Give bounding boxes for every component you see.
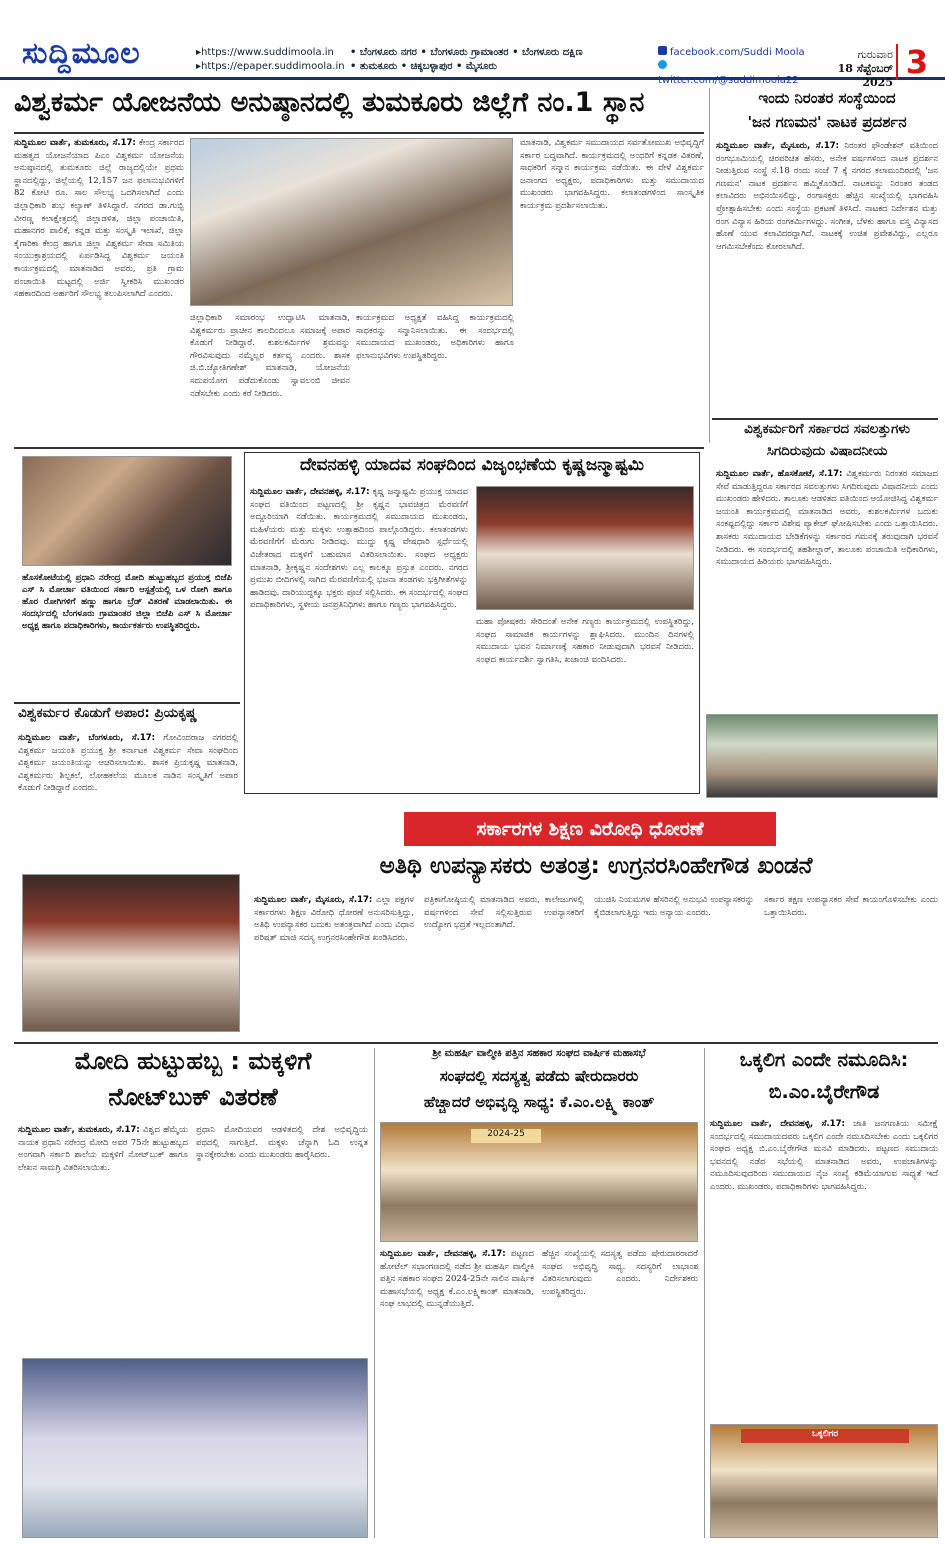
divider <box>374 1048 375 1538</box>
story7-headline-2: ನೋಟ್‌ಬುಕ್ ವಿತರಣೆ <box>108 1084 278 1111</box>
story6-col2: ಪತ್ರಿಕಾಗೋಷ್ಠಿಯಲ್ಲಿ ಮಾತನಾಡಿದ ಅವರು, ಕಾಲೇಜುಗಳಲ್ಲಿ ವರ್ಷಗಳಿಂದ ಸೇವೆ ಸಲ್ಲಿಸುತ್ತಿರುವ ಉಪನ್ಯಾಸಕರಿಗೆ ಉದ್ಯೋಗ ಭದ್ರತೆ ಇಲ್ಲದಂತಾಗಿದೆ. <box>424 895 584 931</box>
story3-headline-1: ವಿಶ್ವಕರ್ಮರಿಗೆ ಸರ್ಕಾರದ ಸವಲತ್ತುಗಳು <box>744 422 910 437</box>
story6-banner: ಸರ್ಕಾರಗಳ ಶಿಕ್ಷಣ ವಿರೋಧಿ ಧೋರಣೆ <box>404 812 776 846</box>
divider <box>712 418 938 420</box>
editions-line-2: • ತುಮಕೂರು • ಚಿಕ್ಕಬಳ್ಳಾಪುರ • ಮೈಸೂರು <box>350 61 497 72</box>
story1-dateline: ಸುದ್ದಿಮೂಲ ವಾರ್ತೆ, ತುಮಕೂರು, ಸೆ.17: <box>14 138 136 148</box>
story8-col1: ಸುದ್ದಿಮೂಲ ವಾರ್ತೆ, ದೇವನಹಳ್ಳಿ, ಸೆ.17: ಪಟ್ಟಣದ ಹೋಟೆಲ್ ಸಭಾಂಗಣದಲ್ಲಿ ನಡೆದ ಶ್ರೀ ಮಹರ್ಷಿ ವಾಲ್ಮೀಕಿ ಪತ್ತಿನ ಸಹಕಾರ ಸಂಘದ 2024-25ನೇ ಸಾಲಿನ ವಾರ್ಷಿಕ ಮಹಾಸಭೆಯಲ್ಲಿ ಅಧ್ಯಕ್ಷ ಕೆ.ಎಂ.ಲಕ್ಷ್ಮಿಕಾಂತ್ ಮಾತನಾಡಿ, ಸಂಘ ಲಾಭದಲ್ಲಿ ಮುನ್ನಡೆಯುತ್ತಿದೆ. <box>380 1249 534 1310</box>
story1-headline: ವಿಶ್ವಕರ್ಮ ಯೋಜನೆಯ ಅನುಷ್ಠಾನದಲ್ಲಿ ತುಮಕೂರು ಜಿಲ್ಲೆಗೆ ನಂ.1 ಸ್ಥಾನ <box>14 88 645 118</box>
story1-col3: ಕಾರ್ಯಕ್ರಮದ ಅಧ್ಯಕ್ಷತೆ ವಹಿಸಿದ್ದ ಕಾರ್ಯಕ್ರಮದಲ್ಲಿ ಸಾಧಕರನ್ನು ಸನ್ಮಾನಿಸಲಾಯಿತು. ಈ ಸಂದರ್ಭದಲ್ಲಿ ಸಮುದಾಯದ ಮುಖಂಡರು, ಅಧಿಕಾರಿಗಳು ಹಾಗೂ ಫಲಾನುಭವಿಗಳು ಉಪಸ್ಥಿತರಿದ್ದರು. <box>356 313 514 361</box>
story6-col4: ಸರ್ಕಾರ ತಕ್ಷಣ ಉಪನ್ಯಾಸಕರ ಸೇವೆ ಕಾಯಂಗೊಳಿಸಬೇಕು ಎಂದು ಒತ್ತಾಯಿಸಿದರು. <box>764 895 938 918</box>
story6-col1: ಸುದ್ದಿಮೂಲ ವಾರ್ತೆ, ಮೈಸೂರು, ಸೆ.17: ಎಲ್ಲಾ ಪಕ್ಷಗಳ ಸರ್ಕಾರಗಳು ಶಿಕ್ಷಣ ವಿರೋಧಿ ಧೋರಣೆ ಅನುಸರಿಸುತ್ತಿದ್ದು, ಅತಿಥಿ ಉಪನ್ಯಾಸಕರ ಬದುಕು ಅತಂತ್ರವಾಗಿದೆ ಎಂದು ವಿಧಾನ ಪರಿಷತ್ ಮಾಜಿ ಸದಸ್ಯ ಉಗ್ರನರಸಿಂಹೇಗೌಡ ಖಂಡಿಸಿದರು. <box>254 895 414 943</box>
story9-photo <box>710 1424 938 1538</box>
website-link[interactable]: ▸https://www.suddimoola.in <box>196 47 334 58</box>
story8-kicker: ಶ್ರೀ ಮಹರ್ಷಿ ವಾಲ್ಮೀಕಿ ಪತ್ತಿನ ಸಹಕಾರ ಸಂಘದ ವಾರ್ಷಿಕ ಮಹಾಸಭೆ <box>432 1048 646 1059</box>
story7-col2: ಪ್ರಧಾನಿ ಮೋದಿಯವರ ಆಡಳಿತದಲ್ಲಿ ದೇಶ ಅಭಿವೃದ್ಧಿಯ ಪಥದಲ್ಲಿ ಸಾಗುತ್ತಿದೆ. ಮಕ್ಕಳು ಚೆನ್ನಾಗಿ ಓದಿ ಉನ್ನತ ಸ್ಥಾನಕ್ಕೇರಬೇಕು ಎಂದು ಮುಖಂಡರು ಹಾರೈಸಿದರು. <box>196 1125 368 1161</box>
story8-photo-banner: 2024-25 <box>471 1129 541 1143</box>
story1-col4: ಮಾತನಾಡಿ, ವಿಶ್ವಕರ್ಮ ಸಮುದಾಯದ ಸರ್ವತೋಮುಖ ಅಭಿವೃದ್ಧಿಗೆ ಸರ್ಕಾರ ಬದ್ಧವಾಗಿದೆ. ಕಾರ್ಯಕ್ರಮದಲ್ಲಿ ಅಂಧರಿಗೆ ಕನ್ನಡಕ ವಿತರಣೆ, ಸಾಧಕರಿಗೆ ಸನ್ಮಾನ ಕಾರ್ಯಕ್ರಮ ನಡೆಯಿತು. ಈ ವೇಳೆ ವಿಶ್ವಕರ್ಮ ಜನಾಂಗದ ಅಧ್ಯಕ್ಷರು, ಪದಾಧಿಕಾರಿಗಳು ಮತ್ತು ಸಮುದಾಯದ ಮುಖಂಡರು ಭಾಗವಹಿಸಿದ್ದರು. ಕಲಾತಂಡಗಳಿಂದ ಸಾಂಸ್ಕೃತಿಕ ಕಾರ್ಯಕ್ರಮ ಪ್ರದರ್ಶಿಸಲಾಯಿತು. <box>520 138 704 211</box>
story2-headline-2: 'ಜನ ಗಣಮನ' ನಾಟಕ ಪ್ರದರ್ಶನ <box>747 114 907 131</box>
story6-dateline: ಸುದ್ದಿಮೂಲ ವಾರ್ತೆ, ಮೈಸೂರು, ಸೆ.17: <box>254 895 373 905</box>
facebook-link[interactable]: facebook.com/Suddi Moola <box>658 46 808 60</box>
story7-dateline: ಸುದ್ದಿಮೂಲ ವಾರ್ತೆ, ತುಮಕೂರು, ಸೆ.17: <box>18 1125 140 1135</box>
story5-photo <box>22 874 240 1032</box>
divider <box>14 1042 938 1044</box>
story2-headline-1: ಇಂದು ನಿರಂತರ ಸಂಸ್ಥೆಯಿಂದ <box>758 90 896 107</box>
story4-photo <box>476 486 694 610</box>
story5-headline: ವಿಶ್ವಕರ್ಮರ ಕೊಡುಗೆ ಅಪಾರ: ಪ್ರಿಯಕೃಷ್ಣ <box>18 706 197 721</box>
hospital-photo-caption: ಹೊಸಕೋಟೆಯಲ್ಲಿ ಪ್ರಧಾನಿ ನರೇಂದ್ರ ಮೋದಿ ಹುಟ್ಟುಹಬ್ಬದ ಪ್ರಯುಕ್ತ ಬಿಜೆಪಿ ಎಸ್ ಸಿ ಮೋರ್ಚಾ ವತಿಯಿಂದ ಸರ್ಕಾರಿ ಆಸ್ಪತ್ರೆಯಲ್ಲಿ ಒಳ ರೋಗಿ ಹಾಗೂ ಹೊರ ರೋಗಿಗಳಿಗೆ ಹಣ್ಣು ಹಾಗೂ ಬ್ರೆಡ್ ವಿತರಣೆ ಮಾಡಲಾಯಿತು. ಈ ಸಂದರ್ಭದಲ್ಲಿ ಬೆಂಗಳೂರು ಗ್ರಾಮಾಂತರ ಜಿಲ್ಲಾ ಬಿಜೆಪಿ ಎಸ್ ಸಿ ಮೋರ್ಚಾ ಅಧ್ಯಕ್ಷ ಹಾಗೂ ಪದಾಧಿಕಾರಿಗಳು, ಕಾರ್ಯಕರ್ತರು ಉಪಸ್ಥಿತರಿದ್ದರು. <box>22 573 232 631</box>
epaper-link[interactable]: ▸https://epaper.suddimoola.in <box>196 61 345 72</box>
story8-headline-2: ಹೆಚ್ಚಾದರೆ ಅಭಿವೃದ್ಧಿ ಸಾಧ್ಯ: ಕೆ.ಎಂ.ಲಕ್ಷ್ಮಿ ಕಾಂತ್ <box>423 1094 655 1111</box>
story7-col1: ಸುದ್ದಿಮೂಲ ವಾರ್ತೆ, ತುಮಕೂರು, ಸೆ.17: ವಿಶ್ವದ ಹೆಮ್ಮೆಯ ನಾಯಕ ಪ್ರಧಾನಿ ನರೇಂದ್ರ ಮೋದಿ ಅವರ 75ನೇ ಹುಟ್ಟುಹಬ್ಬದ ಅಂಗವಾಗಿ ಸರ್ಕಾರಿ ಶಾಲೆಯ ಮಕ್ಕಳಿಗೆ ನೋಟ್‌ಬುಕ್ ಹಾಗೂ ಲೇಖನ ಸಾಮಗ್ರಿ ವಿತರಿಸಲಾಯಿತು. <box>18 1125 188 1173</box>
story8-headline-1: ಸಂಘದಲ್ಲಿ ಸದಸ್ಯತ್ವ ಪಡೆದು ಷೇರುದಾರರು <box>439 1068 639 1085</box>
story5-dateline: ಸುದ್ದಿಮೂಲ ವಾರ್ತೆ, ಬೆಂಗಳೂರು, ಸೆ.17: <box>18 733 156 743</box>
story1-photo <box>190 138 513 306</box>
story1-col2: ಜಿಲ್ಲಾಧಿಕಾರಿ ಸಮಾರಂಭ ಉದ್ಘಾಟಿಸಿ ಮಾತನಾಡಿ, ವಿಶ್ವಕರ್ಮರು ಪ್ರಾಚೀನ ಕಾಲದಿಂದಲೂ ಸಮಾಜಕ್ಕೆ ಅಪಾರ ಕೊಡುಗೆ ನೀಡಿದ್ದಾರೆ. ಕುಶಲಕರ್ಮಿಗಳ ಶ್ರಮವನ್ನು ಗೌರವಿಸುವುದು ನಮ್ಮೆಲ್ಲರ ಕರ್ತವ್ಯ ಎಂದರು. ಶಾಸಕ ಜಿ.ಬಿ.ಜ್ಯೋತಿಗಣೇಶ್ ಮಾತನಾಡಿ, ಯೋಜನೆಯ ಸದುಪಯೋಗ ಪಡೆದುಕೊಂಡು ಸ್ವಾವಲಂಬಿ ಜೀವನ ನಡೆಸಬೇಕು ಎಂದು ಕರೆ ನೀಡಿದರು. <box>190 313 350 399</box>
story1-col1: ಸುದ್ದಿಮೂಲ ವಾರ್ತೆ, ತುಮಕೂರು, ಸೆ.17: ಕೇಂದ್ರ ಸರ್ಕಾರದ ಮಹತ್ವದ ಯೋಜನೆಯಾದ ಪಿಎಂ ವಿಶ್ವಕರ್ಮ ಯೋಜನೆಯ ಅನುಷ್ಠಾನದಲ್ಲಿ ತುಮಕೂರು ಜಿಲ್ಲೆ ರಾಜ್ಯದಲ್ಲಿಯೇ ಪ್ರಥಮ ಸ್ಥಾನದಲ್ಲಿದ್ದು, ಜಿಲ್ಲೆಯಲ್ಲಿ 12,157 ಜನ ಫಲಾನುಭವಿಗಳಿಗೆ 82 ಕೋಟಿ ರೂ. ಸಾಲ ಸೌಲಭ್ಯ ಒದಗಿಸಲಾಗಿದೆ ಎಂದು ಜಿಲ್ಲಾಧಿಕಾರಿ ಶುಭ ಕಲ್ಯಾಣ್ ತಿಳಿಸಿದ್ದಾರೆ. ನಗರದ ಡಾ.ಗುಬ್ಬಿ ವೀರಣ್ಣ ಕಲಾಕ್ಷೇತ್ರದಲ್ಲಿ ಜಿಲ್ಲಾಡಳಿತ, ಜಿಲ್ಲಾ ಪಂಚಾಯಿತಿ, ಮಹಾನಗರ ಪಾಲಿಕೆ, ಕನ್ನಡ ಮತ್ತು ಸಂಸ್ಕೃತಿ ಇಲಾಖೆ, ಜಿಲ್ಲಾ ಕೈಗಾರಿಕಾ ಕೇಂದ್ರ ಹಾಗೂ ಜಿಲ್ಲಾ ವಿಶ್ವಕರ್ಮ ಸೇವಾ ಸಮಿತಿಯ ಸಂಯುಕ್ತಾಶ್ರಯದಲ್ಲಿ ಏರ್ಪಡಿಸಿದ್ದ ವಿಶ್ವಕರ್ಮ ಜಯಂತಿ ಕಾರ್ಯಕ್ರಮದಲ್ಲಿ ಮಾತನಾಡಿದ ಅವರು, ಪ್ರತಿ ಗ್ರಾಮ ಪಂಚಾಯಿತಿ ಮಟ್ಟದಲ್ಲಿ ಅರ್ಜಿ ಸ್ವೀಕರಿಸಿ ಮುಖಂಡರ ಸಹಕಾರದಿಂದ ಅರ್ಹರಿಗೆ ಸೌಲಭ್ಯ ತಲುಪಿಸಲಾಗಿದೆ ಎಂದರು. <box>14 138 184 300</box>
divider <box>14 702 240 704</box>
website-links <box>196 46 346 74</box>
divider <box>704 1048 705 1538</box>
story4-dateline: ಸುದ್ದಿಮೂಲ ವಾರ್ತೆ, ದೇವನಹಳ್ಳಿ, ಸೆ.17: <box>250 487 370 497</box>
story9-headline-2: ಬಿ.ಎಂ.ಬೈರೇಗೌಡ <box>768 1082 880 1103</box>
story7-photo <box>22 1358 368 1538</box>
story2-body: ಸುದ್ದಿಮೂಲ ವಾರ್ತೆ, ಮೈಸೂರು, ಸೆ.17: ನಿರಂತರ ಫೌಂಡೇಶನ್ ವತಿಯಿಂದ ರಂಗಭೂಮಿಯಲ್ಲಿ ಚಿರಪರಿಚಿತ ಹೆಸರು, ಅನೇಕ ವರ್ಷಗಳಿಂದ ನಾಟಕ ಪ್ರದರ್ಶನ ನೀಡುತ್ತಿರುವ ಸಂಸ್ಥೆ ಸೆ.18 ರಂದು ಸಂಜೆ 7 ಕ್ಕೆ ನಗರದ ಕಲಾಮಂದಿರದಲ್ಲಿ 'ಜನ ಗಣಮನ' ನಾಟಕ ಪ್ರದರ್ಶನ ಹಮ್ಮಿಕೊಂಡಿದೆ. ನಾಟಕವನ್ನು ನಿರಂತರ ತಂಡದ ಕಲಾವಿದರು ಅಭಿನಯಿಸಲಿದ್ದು, ರಂಗಾಸಕ್ತರು ಹೆಚ್ಚಿನ ಸಂಖ್ಯೆಯಲ್ಲಿ ಭಾಗವಹಿಸಿ ಪ್ರೋತ್ಸಾಹಿಸಬೇಕು ಎಂದು ಸಂಸ್ಥೆಯ ಪ್ರಕಟಣೆ ತಿಳಿಸಿದೆ. ನಾಟಕದ ನಿರ್ದೇಶನ ಮತ್ತು ರಂಗ ವಿನ್ಯಾಸ ಹಿರಿಯ ರಂಗಕರ್ಮಿಗಳದ್ದು. ಸಂಗೀತ, ಬೆಳಕು ಹಾಗೂ ವಸ್ತ್ರ ವಿನ್ಯಾಸದ ಹೊಣೆ ಯುವ ಕಲಾವಿದರದ್ದಾಗಿದೆ. ನಾಟಕಕ್ಕೆ ಉಚಿತ ಪ್ರವೇಶವಿದ್ದು, ಎಲ್ಲರೂ ಆಗಮಿಸಬೇಕೆಂದು ಕೋರಲಾಗಿದೆ. <box>716 141 938 252</box>
story9-photo-banner: ಒಕ್ಕಲಿಗರ <box>741 1429 909 1443</box>
newspaper-logo: ಸುದ್ದಿಮೂಲ <box>22 36 141 71</box>
divider <box>14 132 704 134</box>
twitter-icon <box>658 60 667 69</box>
story3-body: ಸುದ್ದಿಮೂಲ ವಾರ್ತೆ, ಹೊಸಕೋಟೆ, ಸೆ.17: ವಿಶ್ವಕರ್ಮರು ನಿರಂತರ ಸಮಾಜದ ಸೇವೆ ಮಾಡುತ್ತಿದ್ದರೂ ಸರ್ಕಾರದ ಸವಲತ್ತುಗಳು ಸಿಗದಿರುವುದು ವಿಷಾದನೀಯ ಎಂದು ಮುಖಂಡರು ಹೇಳಿದರು. ತಾಲೂಕು ಆಡಳಿತದ ವತಿಯಿಂದ ಆಯೋಜಿಸಿದ್ದ ವಿಶ್ವಕರ್ಮ ಜಯಂತಿ ಕಾರ್ಯಕ್ರಮದಲ್ಲಿ ಮಾತನಾಡಿದ ಅವರು, ಕುಶಲಕರ್ಮಿಗಳ ಬದುಕು ಸಂಕಷ್ಟದಲ್ಲಿದ್ದು ಸರ್ಕಾರ ವಿಶೇಷ ಪ್ಯಾಕೇಜ್ ಘೋಷಿಸಬೇಕು ಎಂದು ಒತ್ತಾಯಿಸಿದರು. ಶಾಸಕರು ಸಮುದಾಯದ ಬೇಡಿಕೆಗಳನ್ನು ಸರ್ಕಾರದ ಗಮನಕ್ಕೆ ತರುವುದಾಗಿ ಭರವಸೆ ನೀಡಿದರು. ಈ ಸಂದರ್ಭದಲ್ಲಿ ತಹಶೀಲ್ದಾರ್, ತಾಲೂಕು ಪಂಚಾಯಿತಿ ಅಧಿಕಾರಿಗಳು, ಸಮುದಾಯದ ಹಿರಿಯರು ಭಾಗವಹಿಸಿದ್ದರು. <box>716 469 938 568</box>
story7-headline-1: ಮೋದಿ ಹುಟ್ಟುಹಬ್ಬ : ಮಕ್ಕಳಿಗೆ <box>74 1048 312 1075</box>
story9-headline-1: ಒಕ್ಕಲಿಗ ಎಂದೇ ನಮೂದಿಸಿ: <box>739 1050 909 1071</box>
social-links <box>658 46 808 88</box>
story6-headline: ಅತಿಥಿ ಉಪನ್ಯಾಸಕರು ಅತಂತ್ರ: ಉಗ್ರನರಸಿಂಹೇಗೌಡ ಖಂಡನೆ <box>379 854 813 879</box>
facebook-icon <box>658 46 667 55</box>
story8-photo <box>380 1122 698 1242</box>
story9-dateline: ಸುದ್ದಿಮೂಲ ವಾರ್ತೆ, ದೇವನಹಳ್ಳಿ, ಸೆ.17: <box>710 1119 845 1129</box>
issue-date-text: 18 ಸೆಪ್ಟೆಂಬರ್ 2025 <box>837 62 893 89</box>
editions <box>350 46 650 74</box>
divider <box>14 447 704 449</box>
divider <box>709 88 710 443</box>
story8-col2: ಹೆಚ್ಚಿನ ಸಂಖ್ಯೆಯಲ್ಲಿ ಸದಸ್ಯತ್ವ ಪಡೆದು ಷೇರುದಾರರಾದರೆ ಸಂಘದ ಅಭಿವೃದ್ಧಿ ಸಾಧ್ಯ. ಸದಸ್ಯರಿಗೆ ಲಾಭಾಂಶ ವಿತರಿಸಲಾಗುವುದು ಎಂದರು. ನಿರ್ದೇಶಕರು ಉಪಸ್ಥಿತರಿದ್ದರು. <box>542 1249 698 1297</box>
editions-line-1: • ಬೆಂಗಳೂರು ನಗರ • ಬೆಂಗಳೂರು ಗ್ರಾಮಾಂತರ • ಬೆಂಗಳೂರು ದಕ್ಷಿಣ <box>350 47 583 58</box>
story5-body: ಸುದ್ದಿಮೂಲ ವಾರ್ತೆ, ಬೆಂಗಳೂರು, ಸೆ.17: ಗೋವಿಂದರಾಜ ನಗರದಲ್ಲಿ ವಿಶ್ವಕರ್ಮ ಜಯಂತಿ ಪ್ರಯುಕ್ತ ಶ್ರೀ ಕರ್ನಾಟಕ ವಿಶ್ವಕರ್ಮ ಸೇವಾ ಸಂಘದಿಂದ ವಿಶ್ವಕರ್ಮ ಜಯಂತಿಯನ್ನು ಆಚರಿಸಲಾಯಿತು. ಶಾಸಕ ಪ್ರಿಯಕೃಷ್ಣ ಮಾತನಾಡಿ, ವಿಶ್ವಕರ್ಮರು ಶಿಲ್ಪಕಲೆ, ಲೋಹಕಲೆಯ ಮೂಲಕ ನಾಡಿನ ಸಂಸ್ಕೃತಿಗೆ ಅಪಾರ ಕೊಡುಗೆ ನೀಡಿದ್ದಾರೆ ಎಂದರು. <box>18 733 238 794</box>
story3-photo <box>706 714 938 798</box>
story4-col3: ಮಹಾ ಪೋಷಕರು ಸೇರಿದಂತೆ ಅನೇಕ ಗಣ್ಯರು ಕಾರ್ಯಕ್ರಮದಲ್ಲಿ ಉಪಸ್ಥಿತರಿದ್ದು, ಸಂಘದ ಸಾಮಾಜಿಕ ಕಾರ್ಯಗಳನ್ನು ಶ್ಲಾಘಿಸಿದರು. ಮುಂದಿನ ದಿನಗಳಲ್ಲಿ ಸಮುದಾಯ ಭವನ ನಿರ್ಮಾಣಕ್ಕೆ ಸಹಕಾರ ನೀಡುವುದಾಗಿ ಭರವಸೆ ನೀಡಿದರು. ಸಂಘದ ಕಾರ್ಯದರ್ಶಿ ಸ್ವಾಗತಿಸಿ, ಖಜಾಂಚಿ ವಂದಿಸಿದರು. <box>476 617 694 665</box>
story4-col1: ಸುದ್ದಿಮೂಲ ವಾರ್ತೆ, ದೇವನಹಳ್ಳಿ, ಸೆ.17: ಕೃಷ್ಣ ಜನ್ಮಾಷ್ಟಮಿ ಪ್ರಯುಕ್ತ ಯಾದವ ಸಂಘದ ವತಿಯಿಂದ ಪಟ್ಟಣದಲ್ಲಿ ಶ್ರೀ ಕೃಷ್ಣನ ಭಾವಚಿತ್ರದ ಮೆರವಣಿಗೆ ಅದ್ದೂರಿಯಾಗಿ ನಡೆಯಿತು. ಕಾರ್ಯಕ್ರಮದಲ್ಲಿ ಸಮುದಾಯದ ಮುಖಂಡರು, ಮಹಿಳೆಯರು ಮತ್ತು ಮಕ್ಕಳು ಉತ್ಸಾಹದಿಂದ ಪಾಲ್ಗೊಂಡಿದ್ದರು. ಕಲಾತಂಡಗಳು ಮೆರವಣಿಗೆಗೆ ಮೆರುಗು ನೀಡಿದವು. ಮುದ್ದು ಕೃಷ್ಣ ವೇಷಧಾರಿ ಸ್ಪರ್ಧೆಯಲ್ಲಿ ವಿಜೇತರಾದ ಮಕ್ಕಳಿಗೆ ಬಹುಮಾನ ವಿತರಿಸಲಾಯಿತು. ಸಂಘದ ಅಧ್ಯಕ್ಷರು ಮಾತನಾಡಿ, ಶ್ರೀಕೃಷ್ಣನ ಸಂದೇಶಗಳು ಎಲ್ಲ ಕಾಲಕ್ಕೂ ಪ್ರಸ್ತುತ ಎಂದರು. ನಗರದ ಪ್ರಮುಖ ಬೀದಿಗಳಲ್ಲಿ ಸಾಗಿದ ಮೆರವಣಿಗೆಯಲ್ಲಿ ಭಜನಾ ತಂಡಗಳು ಭಕ್ತಿಗೀತೆಗಳನ್ನು ಹಾಡಿದವು. ದಾರಿಯುದ್ದಕ್ಕೂ ಭಕ್ತರು ಪೂಜೆ ಸಲ್ಲಿಸಿದರು. ಈ ಸಂದರ್ಭದಲ್ಲಿ ಸಂಘದ ಪದಾಧಿಕಾರಿಗಳು, ಸ್ಥಳೀಯ ಜನಪ್ರತಿನಿಧಿಗಳು ಹಾಗೂ ಗಣ್ಯರು ಭಾಗವಹಿಸಿದ್ದರು. <box>250 487 468 611</box>
twitter-link[interactable]: twitter.com/@suddimoola22 <box>658 60 808 88</box>
page-number: 3 <box>896 44 936 80</box>
story4-headline: ದೇವನಹಳ್ಳಿ ಯಾದವ ಸಂಘದಿಂದ ವಿಜೃಂಭಣೆಯ ಕೃಷ್ಣಜನ್ಮಾಷ್ಟಮಿ <box>299 456 645 475</box>
story8-dateline: ಸುದ್ದಿಮೂಲ ವಾರ್ತೆ, ದೇವನಹಳ್ಳಿ, ಸೆ.17: <box>380 1249 506 1259</box>
issue-day: ಗುರುವಾರ <box>857 48 893 61</box>
story9-body: ಸುದ್ದಿಮೂಲ ವಾರ್ತೆ, ದೇವನಹಳ್ಳಿ, ಸೆ.17: ಜಾತಿ ಜನಗಣತಿಯ ಸಮೀಕ್ಷೆ ಸಂದರ್ಭದಲ್ಲಿ ಸಮುದಾಯದವರು ಒಕ್ಕಲಿಗ ಎಂದೇ ನಮೂದಿಸಬೇಕು ಎಂದು ಒಕ್ಕಲಿಗರ ಸಂಘದ ಅಧ್ಯಕ್ಷ ಬಿ.ಎಂ.ಬೈರೇಗೌಡ ಮನವಿ ಮಾಡಿದರು. ಪಟ್ಟಣದ ಸಮುದಾಯ ಭವನದಲ್ಲಿ ನಡೆದ ಸಭೆಯಲ್ಲಿ ಮಾತನಾಡಿದ ಅವರು, ಉಪಜಾತಿಗಳನ್ನು ನಮೂದಿಸುವುದರಿಂದ ಸಮುದಾಯದ ನೈಜ ಸಂಖ್ಯೆ ಕಡಿಮೆಯಾಗುವ ಸಾಧ್ಯತೆ ಇದೆ ಎಂದರು. ಮುಖಂಡರು, ಪದಾಧಿಕಾರಿಗಳು ಭಾಗವಹಿಸಿದ್ದರು. <box>710 1119 938 1192</box>
hospital-photo <box>22 456 232 566</box>
story3-headline-2: ಸಿಗದಿರುವುದು ವಿಷಾದನೀಯ <box>766 444 888 459</box>
story3-dateline: ಸುದ್ದಿಮೂಲ ವಾರ್ತೆ, ಹೊಸಕೋಟೆ, ಸೆ.17: <box>716 469 843 479</box>
issue-date <box>808 48 893 90</box>
story2-dateline: ಸುದ್ದಿಮೂಲ ವಾರ್ತೆ, ಮೈಸೂರು, ಸೆ.17: <box>716 141 840 151</box>
story6-col3: ಯುಜಿಸಿ ನಿಯಮಗಳ ಹೆಸರಿನಲ್ಲಿ ಅನುಭವಿ ಉಪನ್ಯಾಸಕರನ್ನು ಕೈಬಿಡಲಾಗುತ್ತಿದ್ದು ಇದು ಅನ್ಯಾಯ ಎಂದರು. <box>594 895 754 918</box>
